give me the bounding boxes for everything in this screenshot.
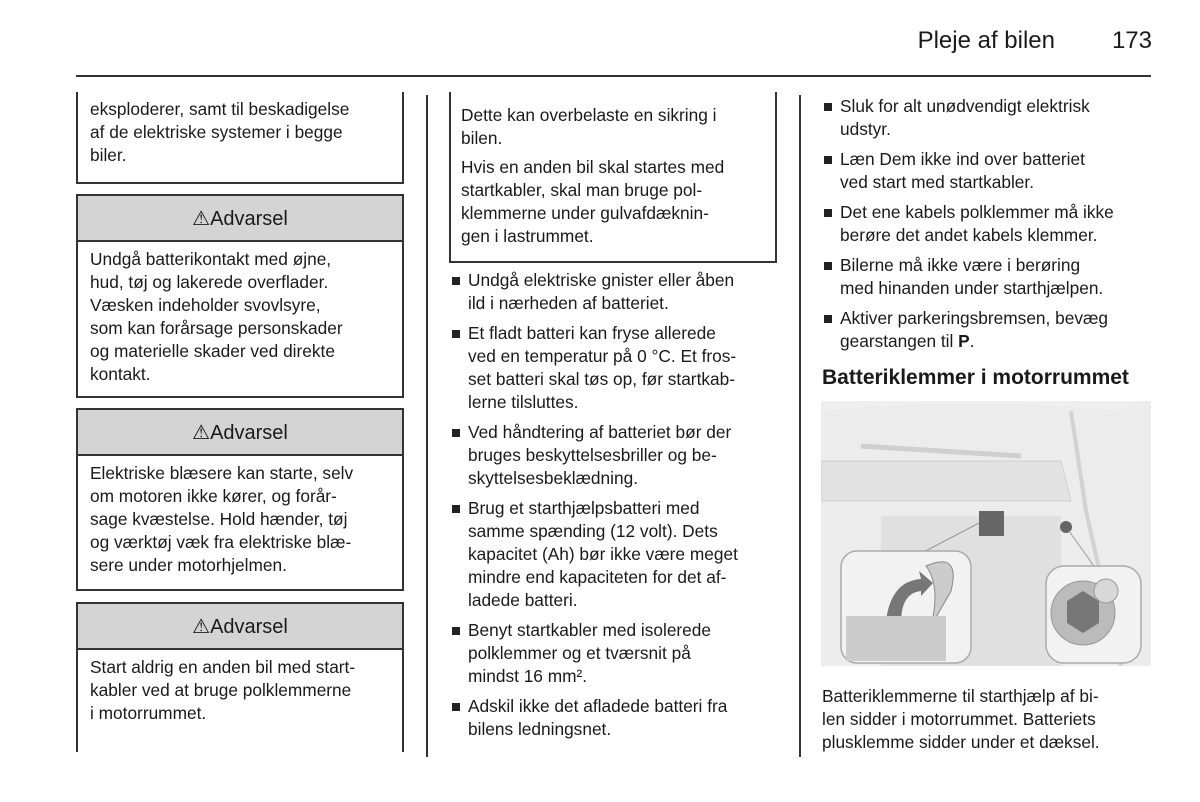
list-item: Læn Dem ikke ind over batteriet ved start med startkabler. [822,148,1162,194]
warning-text: Elektriske blæsere kan starte, selv om motoren ikke kører, og forår- sage kvæstelse. Hold hænder, tøj og værktøj væk fra elektriske blæ- sere under motorhjelmen. [90,463,354,575]
warning-triangle-icon: ⚠ [192,616,211,638]
warning-title: Advarsel [210,208,288,230]
column-divider [426,95,428,757]
warning-text: Start aldrig en anden bil med start- kabler ved at bruge polklemmerne i motorrummet. [90,657,356,723]
continued-text-box [449,92,777,263]
engine-bay-illustration [821,401,1151,666]
section-heading: Batteriklemmer i motorrummet [822,366,1129,389]
list-item: Brug et starthjælpsbatteri med samme spænding (12 volt). Dets kapacitet (Ah) bør ikke være meget mindre end kapaciteten for det af- ladede batteri. [450,497,780,612]
warning-text: Undgå batterikontakt med øjne, hud, tøj og lakerede overflader. Væsken indeholder svovlsyre, som kan forårsage personskader og materielle skader ved direkte kontakt. [90,249,343,384]
list-item: Adskil ikke det afladede batteri fra bilens ledningsnet. [450,695,780,741]
continued-text-box: eksploderer, samt til beskadigelse af de elektriske systemer i begge biler. [76,92,404,184]
list-item-text: Aktiver parkeringsbremsen, bevæg gearstangen til [840,308,1108,351]
box-paragraph: Hvis en anden bil skal startes med startkabler, skal man bruge pol- klemmerne under gulvafdæknin- gen i lastrummet. [461,157,725,246]
warning-title: Advarsel [210,616,288,638]
warning-box [76,194,404,398]
list-item: Ved håndtering af batteriet bør der bruges beskyttelsesbriller og be- skyttelsesbeklædning. [450,421,780,490]
precaution-list [450,269,780,748]
header-rule [76,75,1151,77]
list-item-text: . [969,331,975,351]
warning-header [78,196,402,242]
section-title: Pleje af bilen [917,27,1055,54]
warning-title: Advarsel [210,422,288,444]
warning-header [78,604,402,650]
list-item: Bilerne må ikke være i berøring med hinanden under starthjælpen. [822,254,1162,300]
column-divider [799,95,801,757]
page-number: 173 [1111,27,1152,54]
warning-triangle-icon: ⚠ [192,422,211,444]
list-item: Sluk for alt unødvendigt elektrisk udstyr. [822,95,1162,141]
box-paragraph: Dette kan overbelaste en sikring i bilen. [461,105,717,148]
battery-terminal-description: Batteriklemmerne til starthjælp af bi- len sidder i motorrummet. Batteriets plusklemme sidder under et dæksel. [822,686,1100,752]
warning-triangle-icon: ⚠ [192,208,211,230]
precaution-list [822,95,1162,360]
gear-position: P [958,331,970,351]
warning-header [78,410,402,456]
list-item: Et fladt batteri kan fryse allerede ved en temperatur på 0 °C. Et fros- set batteri skal tøs op, før startkab- lerne tilsluttes. [450,322,780,414]
list-item [822,307,1162,353]
list-item: Undgå elektriske gnister eller åben ild i nærheden af batteriet. [450,269,780,315]
list-item: Benyt startkabler med isolerede polklemmer og et tværsnit på mindst 16 mm². [450,619,780,688]
warning-box [76,408,404,591]
list-item: Det ene kabels polklemmer må ikke berøre det andet kabels klemmer. [822,201,1162,247]
warning-box [76,602,404,752]
